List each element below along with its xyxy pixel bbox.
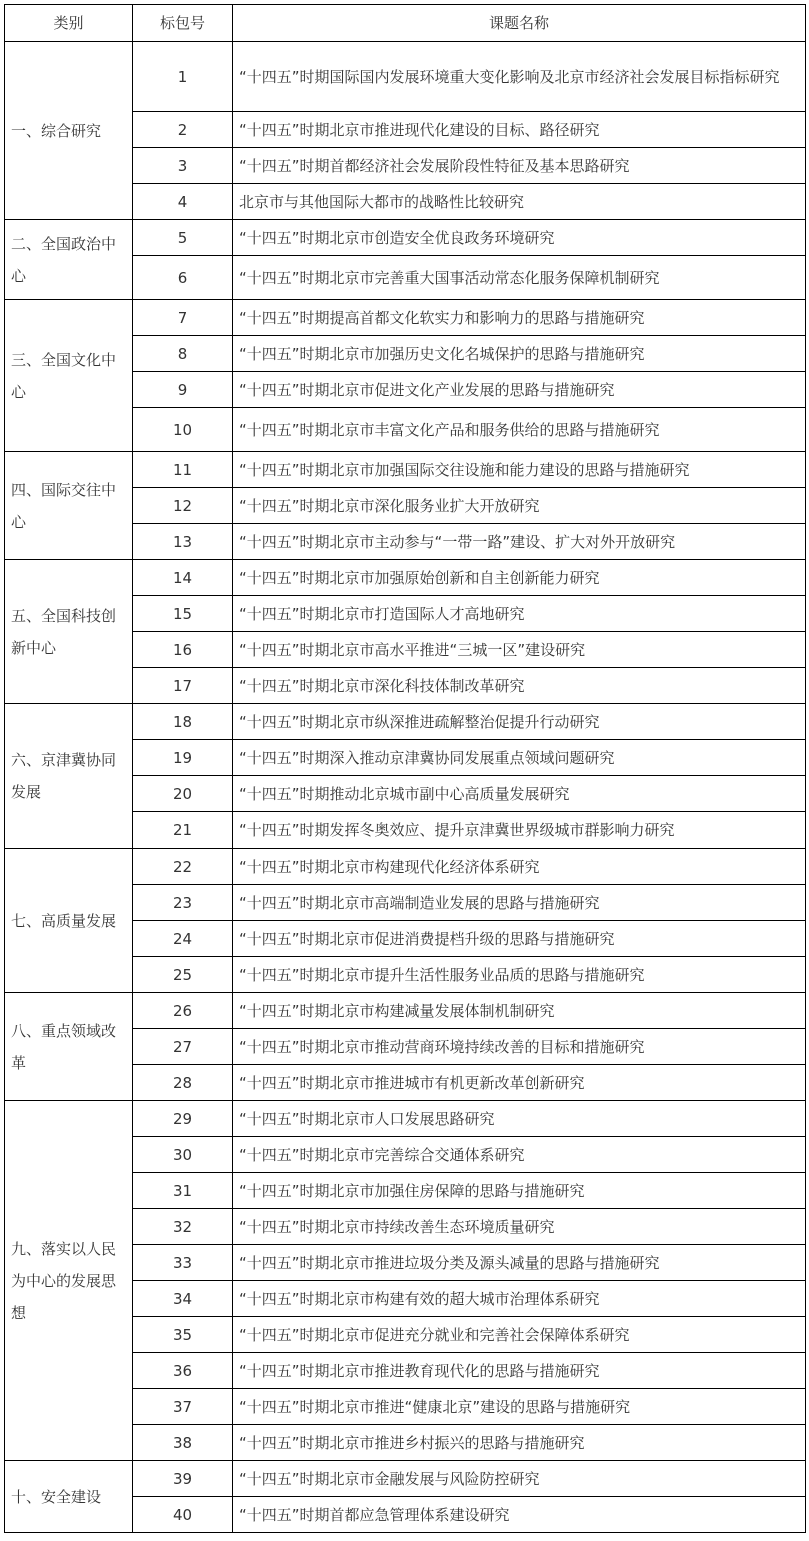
package-number: 28 [133,1065,233,1101]
topic-title: “十四五”时期北京市构建减量发展体制机制研究 [233,993,806,1029]
topic-title: “十四五”时期北京市推进垃圾分类及源头减量的思路与措施研究 [233,1245,806,1281]
category-label: 十、安全建设 [11,1487,102,1506]
topic-title: “十四五”时期北京市完善综合交通体系研究 [233,1137,806,1173]
table-row [5,1461,806,1497]
category-cell [5,1461,133,1533]
package-number: 40 [133,1497,233,1533]
category-cell [5,704,133,849]
category-label: 九、落实以人民为中心的发展思想 [11,1239,117,1322]
topic-title: “十四五”时期北京市创造安全优良政务环境研究 [233,220,806,256]
package-number: 31 [133,1173,233,1209]
topic-title: “十四五”时期北京市推进城市有机更新改革创新研究 [233,1065,806,1101]
topic-title: “十四五”时期北京市推进乡村振兴的思路与措施研究 [233,1425,806,1461]
package-number: 13 [133,524,233,560]
category-label: 八、重点领域改革 [11,1021,117,1072]
package-number: 3 [133,148,233,184]
package-number: 5 [133,220,233,256]
topic-title: “十四五”时期北京市加强国际交往设施和能力建设的思路与措施研究 [233,452,806,488]
topic-title: “十四五”时期北京市推进现代化建设的目标、路径研究 [233,112,806,148]
package-number: 39 [133,1461,233,1497]
package-number: 15 [133,596,233,632]
topic-title: “十四五”时期北京市完善重大国事活动常态化服务保障机制研究 [233,256,806,300]
topic-table [4,4,806,1533]
topic-title: “十四五”时期首都经济社会发展阶段性特征及基本思路研究 [233,148,806,184]
package-number: 25 [133,957,233,993]
category-cell [5,1101,133,1461]
table-body [5,42,806,1533]
package-number: 2 [133,112,233,148]
category-cell [5,300,133,452]
package-number: 18 [133,704,233,740]
header-number: 标包号 [133,5,233,42]
package-number: 11 [133,452,233,488]
table-row [5,452,806,488]
package-number: 7 [133,300,233,336]
topic-title: “十四五”时期北京市构建有效的超大城市治理体系研究 [233,1281,806,1317]
category-cell [5,220,133,300]
package-number: 32 [133,1209,233,1245]
package-number: 14 [133,560,233,596]
package-number: 17 [133,668,233,704]
table-row [5,560,806,596]
topic-title: “十四五”时期北京市构建现代化经济体系研究 [233,849,806,885]
topic-title: “十四五”时期北京市加强住房保障的思路与措施研究 [233,1173,806,1209]
table-header-row [5,5,806,42]
topic-title: “十四五”时期北京市主动参与“一带一路”建设、扩大对外开放研究 [233,524,806,560]
package-number: 6 [133,256,233,300]
package-number: 9 [133,372,233,408]
header-title: 课题名称 [233,5,806,42]
topic-title: “十四五”时期北京市纵深推进疏解整治促提升行动研究 [233,704,806,740]
topic-title: “十四五”时期北京市人口发展思路研究 [233,1101,806,1137]
topic-title: “十四五”时期北京市加强原始创新和自主创新能力研究 [233,560,806,596]
package-number: 33 [133,1245,233,1281]
document [4,4,805,1537]
package-number: 29 [133,1101,233,1137]
topic-title: “十四五”时期北京市深化服务业扩大开放研究 [233,488,806,524]
category-cell [5,452,133,560]
package-number: 21 [133,812,233,849]
topic-title: “十四五”时期北京市持续改善生态环境质量研究 [233,1209,806,1245]
package-number: 34 [133,1281,233,1317]
topic-title: “十四五”时期北京市推进教育现代化的思路与措施研究 [233,1353,806,1389]
package-number: 4 [133,184,233,220]
topic-title: “十四五”时期北京市深化科技体制改革研究 [233,668,806,704]
category-label: 一、综合研究 [11,121,102,140]
package-number: 36 [133,1353,233,1389]
topic-title: “十四五”时期北京市打造国际人才高地研究 [233,596,806,632]
topic-title: “十四五”时期北京市金融发展与风险防控研究 [233,1461,806,1497]
topic-title: “十四五”时期北京市推进“健康北京”建设的思路与措施研究 [233,1389,806,1425]
category-cell [5,849,133,993]
topic-title: “十四五”时期发挥冬奥效应、提升京津冀世界级城市群影响力研究 [233,812,806,849]
category-label: 七、高质量发展 [11,911,117,930]
topic-title: “十四五”时期国际国内发展环境重大变化影响及北京市经济社会发展目标指标研究 [233,42,806,112]
category-label: 四、国际交往中心 [11,480,117,531]
category-cell [5,42,133,220]
package-number: 10 [133,408,233,452]
category-label: 二、全国政治中心 [11,234,117,285]
package-number: 12 [133,488,233,524]
table-row [5,300,806,336]
table-row [5,42,806,112]
package-number: 30 [133,1137,233,1173]
topic-title: “十四五”时期提高首都文化软实力和影响力的思路与措施研究 [233,300,806,336]
topic-title: “十四五”时期北京市促进消费提档升级的思路与措施研究 [233,921,806,957]
topic-title: “十四五”时期北京市提升生活性服务业品质的思路与措施研究 [233,957,806,993]
table-row [5,993,806,1029]
topic-title: “十四五”时期北京市促进充分就业和完善社会保障体系研究 [233,1317,806,1353]
package-number: 22 [133,849,233,885]
topic-title: “十四五”时期北京市促进文化产业发展的思路与措施研究 [233,372,806,408]
topic-title: “十四五”时期北京市推动营商环境持续改善的目标和措施研究 [233,1029,806,1065]
topic-title: “十四五”时期北京市加强历史文化名城保护的思路与措施研究 [233,336,806,372]
topic-title: “十四五”时期北京市丰富文化产品和服务供给的思路与措施研究 [233,408,806,452]
topic-title: “十四五”时期深入推动京津冀协同发展重点领域问题研究 [233,740,806,776]
package-number: 27 [133,1029,233,1065]
category-label: 五、全国科技创新中心 [11,606,117,657]
package-number: 23 [133,885,233,921]
topic-title: “十四五”时期推动北京城市副中心高质量发展研究 [233,776,806,812]
package-number: 8 [133,336,233,372]
package-number: 35 [133,1317,233,1353]
topic-title: “十四五”时期北京市高水平推进“三城一区”建设研究 [233,632,806,668]
category-label: 三、全国文化中心 [11,350,117,401]
package-number: 19 [133,740,233,776]
table-row [5,1101,806,1137]
package-number: 20 [133,776,233,812]
package-number: 26 [133,993,233,1029]
table-row [5,849,806,885]
topic-title: 北京市与其他国际大都市的战略性比较研究 [233,184,806,220]
topic-title: “十四五”时期首都应急管理体系建设研究 [233,1497,806,1533]
package-number: 38 [133,1425,233,1461]
package-number: 37 [133,1389,233,1425]
table-row [5,220,806,256]
header-category: 类别 [5,5,133,42]
package-number: 1 [133,42,233,112]
category-label: 六、京津冀协同发展 [11,751,117,801]
package-number: 16 [133,632,233,668]
package-number: 24 [133,921,233,957]
topic-title: “十四五”时期北京市高端制造业发展的思路与措施研究 [233,885,806,921]
category-cell [5,560,133,704]
category-cell [5,993,133,1101]
table-row [5,704,806,740]
